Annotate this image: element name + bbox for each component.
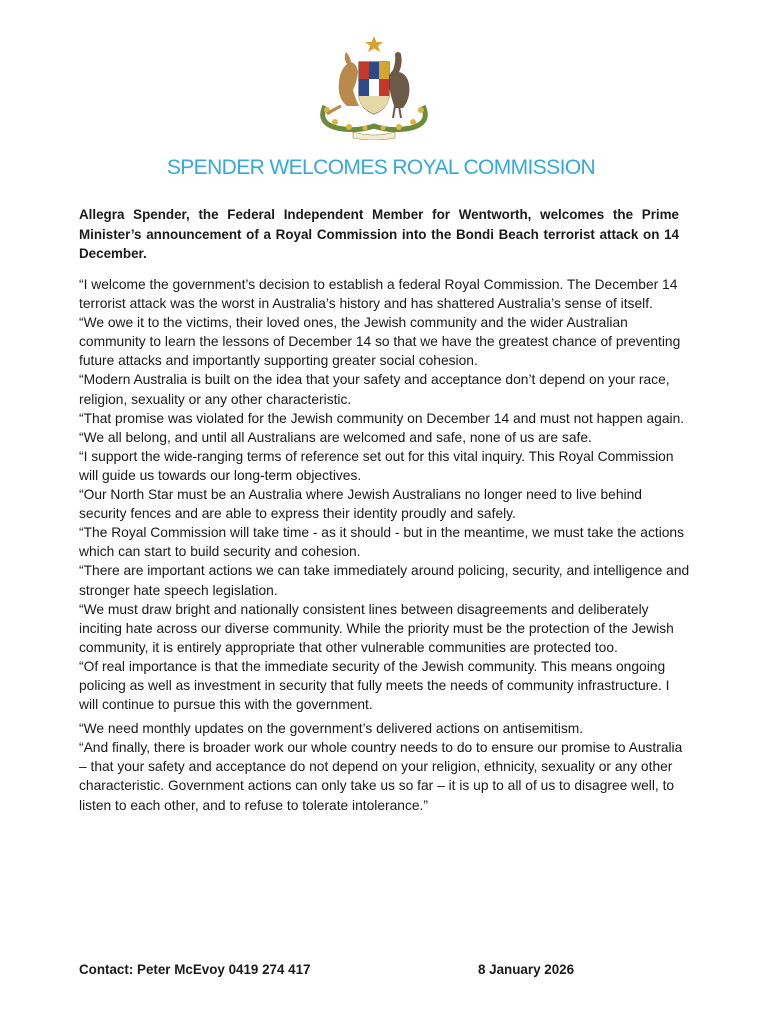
paragraph: “We owe it to the victims, their loved ones, the Jewish community and the wider Australian community to learn the lessons of December 14 so that we have the greatest chance of preventing future attacks and importantly supporting greater social cohesion. <box>79 315 681 369</box>
paragraph: “There are important actions we can take immediately around policing, security, and intelligence and stronger hate speech legislation. <box>79 563 690 598</box>
page-title: SPENDER WELCOMES ROYAL COMMISSION <box>166 156 596 179</box>
contact-info: Contact: Peter McEvoy 0419 274 417 <box>79 962 311 977</box>
statement-body <box>79 275 691 815</box>
paragraph: “The Royal Commission will take time - as it should - but in the meantime, we must take the actions which can start to build security and cohesion. <box>79 525 685 560</box>
paragraph: “And finally, there is broader work our whole country needs to do to ensure our promise to Australia – that your safety and acceptance do not depend on your religion, ethnicity, sexuality or any other characteristic. Government actions can only take us so far – it is up to all of us to disagree well, to listen to each other, and to refuse to tolerate intolerance.” <box>79 740 683 813</box>
release-date: 8 January 2026 <box>478 962 575 977</box>
coat-of-arms-icon <box>307 28 441 140</box>
paragraph: “We need monthly updates on the government’s delivered actions on antisemitism. <box>79 721 584 737</box>
paragraph: “That promise was violated for the Jewish community on December 14 and must not happen again. <box>79 410 685 426</box>
paragraph: “We all belong, and until all Australians are welcomed and safe, none of us are safe. <box>79 429 592 445</box>
lead-paragraph: Allegra Spender, the Federal Independent Member for Wentworth, welcomes the Prime Minister’s announcement of a Royal Commission into the Bondi Beach terrorist attack on 14 December. <box>79 207 679 261</box>
paragraph: “Of real importance is that the immediate security of the Jewish community. This means ongoing policing as well as investment in security that fully meets the needs of community infrastructure. I will continue to pursue this with the government. <box>79 658 670 713</box>
paragraph: “Our North Star must be an Australia where Jewish Australians no longer need to live behind security fences and are able to express their identity proudly and safely. <box>79 487 642 522</box>
paragraph: “I support the wide-ranging terms of reference set out for this vital inquiry. This Royal Commission will guide us towards our long-term objectives. <box>79 448 674 483</box>
paragraph: “Modern Australia is built on the idea that your safety and acceptance don’t depend on your race, religion, sexuality or any other characteristic. <box>79 372 670 407</box>
paragraph: “I welcome the government’s decision to establish a federal Royal Commission. The December 14 terrorist attack was the worst in Australia’s history and has shattered Australia’s sense of itself. <box>79 277 678 312</box>
paragraph: “We must draw bright and nationally consistent lines between disagreements and deliberately inciting hate across our diverse community. While the priority must be the protection of the Jewish community, it is entirely appropriate that other vulnerable communities are protected too. <box>79 601 674 655</box>
